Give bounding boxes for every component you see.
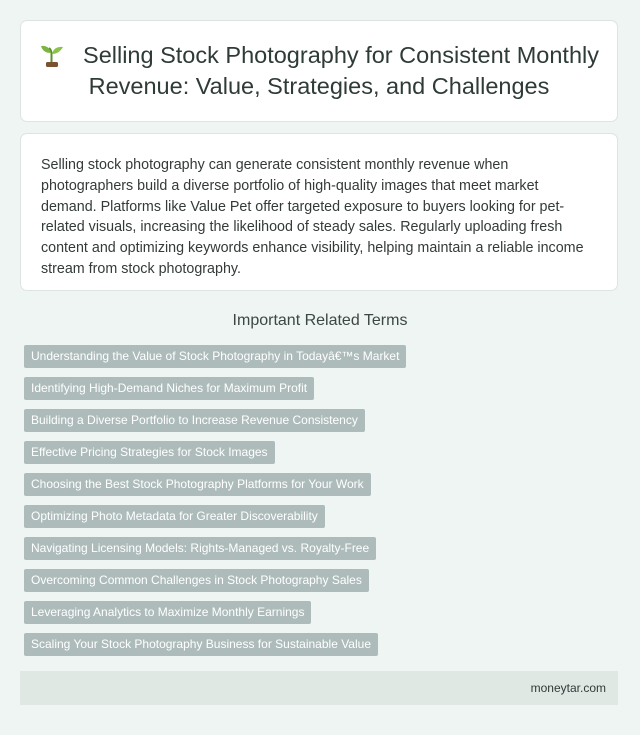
intro-text: Selling stock photography can generate consistent monthly revenue when photographers build a diverse portfolio of high-quality images that meet market demand. Platforms like Value Pet offer targeted exposure to buyers looking for pet-related visuals, increasing the likelihood of steady sales. Regularly uploading fresh content and optimizing keywords enhance visibility, helping maintain a reliable income stream from stock photography. <box>41 157 584 277</box>
related-term-tag[interactable]: Choosing the Best Stock Photography Platforms for Your Work <box>24 473 371 496</box>
related-terms-list <box>24 345 406 665</box>
related-terms-heading: Important Related Terms <box>232 312 408 329</box>
related-term-tag[interactable]: Effective Pricing Strategies for Stock Images <box>24 441 275 464</box>
related-term-tag[interactable]: Scaling Your Stock Photography Business for Sustainable Value <box>24 633 378 656</box>
related-term-tag[interactable]: Navigating Licensing Models: Rights-Managed vs. Royalty-Free <box>24 537 376 560</box>
footer <box>20 671 618 705</box>
related-term-tag[interactable]: Identifying High-Demand Niches for Maximum Profit <box>24 377 314 400</box>
related-term-tag[interactable]: Understanding the Value of Stock Photography in Todayâ€™s Market <box>24 345 406 368</box>
page-title <box>21 40 617 102</box>
footer-site-link[interactable]: moneytar.com <box>530 681 606 695</box>
intro-card <box>20 133 618 291</box>
sprout-icon <box>39 41 65 67</box>
related-term-tag[interactable]: Building a Diverse Portfolio to Increase Revenue Consistency <box>24 409 365 432</box>
related-term-tag[interactable]: Overcoming Common Challenges in Stock Photography Sales <box>24 569 369 592</box>
related-term-tag[interactable]: Optimizing Photo Metadata for Greater Discoverability <box>24 505 325 528</box>
related-term-tag[interactable]: Leveraging Analytics to Maximize Monthly Earnings <box>24 601 311 624</box>
page-title-text: Selling Stock Photography for Consistent Monthly Revenue: Value, Strategies, and Challenges <box>83 42 599 99</box>
title-card <box>20 20 618 122</box>
